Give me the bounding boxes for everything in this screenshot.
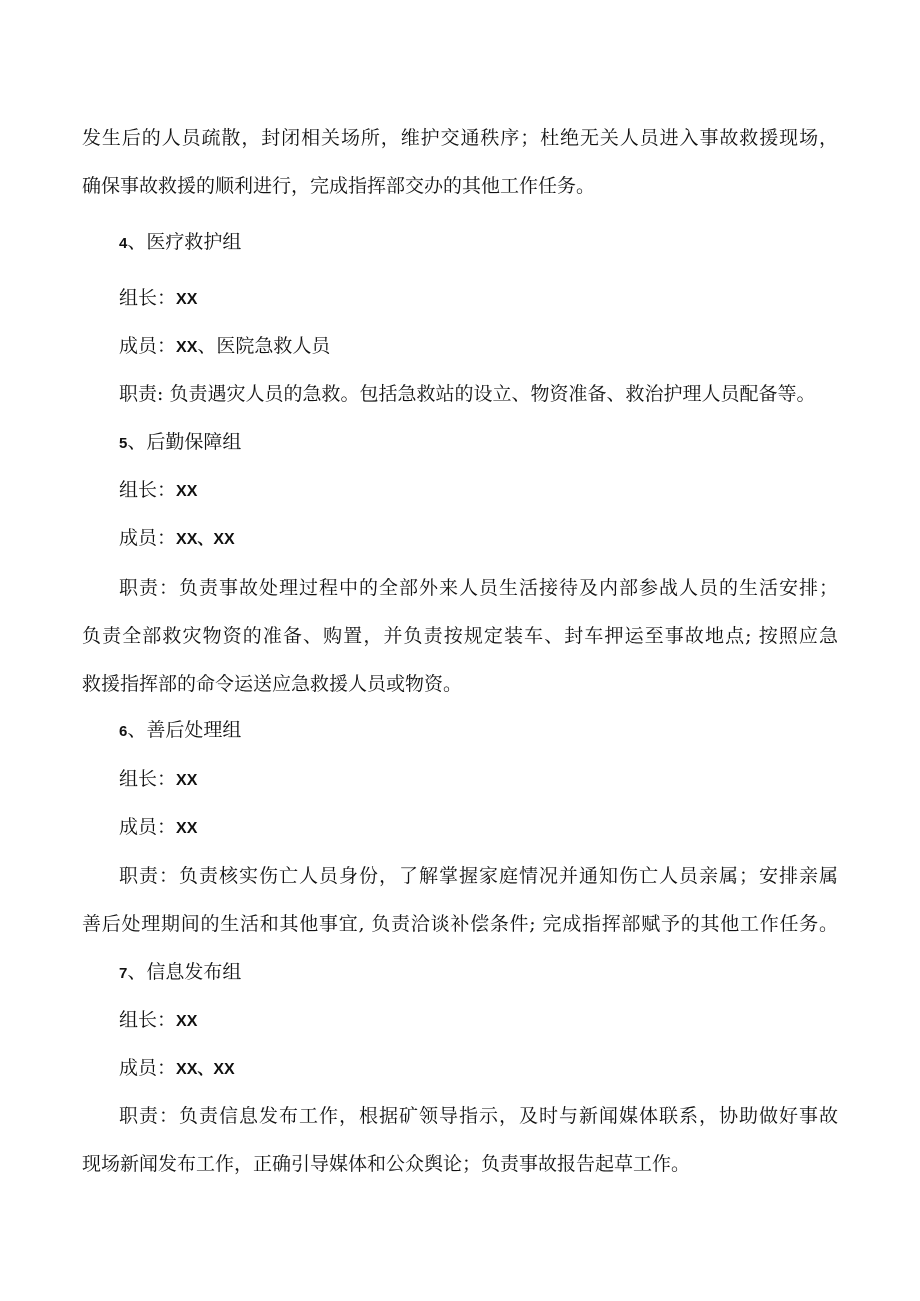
intro-line-1: 发生后的人员疏散，封闭相关场所，维护交通秩序；杜绝无关人员进入事故救援现场，: [82, 127, 838, 149]
group-6-heading: 6、善后处理组: [119, 719, 242, 741]
group-4-members: 成员：XX、医院急救人员: [119, 335, 331, 357]
group-5-duty-line-2: 负责全部救灾物资的准备、购置，并负责按规定装车、封车押运至事故地点; 按照应急: [82, 625, 838, 647]
group-4-number: 4: [119, 235, 128, 252]
group-7-duty-line-2: 现场新闻发布工作，正确引导媒体和公众舆论；负责事故报告起草工作。: [82, 1153, 691, 1175]
group-4-leader: 组长：XX: [119, 287, 198, 309]
group-6-leader: 组长：XX: [119, 768, 198, 790]
group-4-duty-line-1: 职责: 负责遇灾人员的急救。包括急救站的设立、物资准备、救治护理人员配备等。: [119, 383, 816, 405]
group-5-members-value: XX、XX: [176, 531, 235, 548]
group-5-heading: 5、后勤保障组: [119, 431, 242, 453]
group-5-number: 5: [119, 435, 128, 452]
group-5-leader-value: XX: [176, 483, 198, 500]
group-6-duty-line-1: 职责：负责核实伤亡人员身份，了解掌握家庭情况并通知伤亡人员亲属；安排亲属: [119, 865, 838, 887]
group-5-title: 后勤保障组: [146, 431, 242, 453]
group-6-duty-line-2: 善后处理期间的生活和其他事宜, 负责洽谈补偿条件; 完成指挥部赋予的其他工作任务。: [82, 913, 838, 935]
group-5-duty-line-3: 救援指挥部的命令运送应急救援人员或物资。: [82, 673, 463, 695]
group-7-leader-value: XX: [176, 1013, 198, 1030]
group-7-members: 成员：XX、XX: [119, 1057, 235, 1079]
group-4-title: 医疗救护组: [146, 231, 242, 253]
group-6-leader-value: XX: [176, 772, 198, 789]
intro-line-2: 确保事故救援的顺利进行，完成指挥部交办的其他工作任务。: [82, 175, 596, 197]
group-7-heading: 7、信息发布组: [119, 961, 242, 983]
group-7-title: 信息发布组: [146, 961, 242, 983]
group-4-members-value: XX: [176, 339, 198, 356]
group-4-leader-value: XX: [176, 291, 198, 308]
group-7-duty-line-1: 职责：负责信息发布工作，根据矿领导指示，及时与新闻媒体联系，协助做好事故: [119, 1105, 838, 1127]
group-5-leader: 组长：XX: [119, 479, 198, 501]
group-5-members: 成员：XX、XX: [119, 527, 235, 549]
group-7-members-value: XX、XX: [176, 1061, 235, 1078]
group-6-number: 6: [119, 723, 128, 740]
group-6-members-value: XX: [176, 820, 198, 837]
group-7-leader: 组长：XX: [119, 1009, 198, 1031]
group-6-title: 善后处理组: [146, 719, 242, 741]
group-4-heading: 4、医疗救护组: [119, 231, 242, 253]
group-6-members: 成员：XX: [119, 816, 198, 838]
group-5-duty-line-1: 职责：负责事故处理过程中的全部外来人员生活接待及内部参战人员的生活安排；: [119, 577, 838, 599]
group-7-number: 7: [119, 965, 128, 982]
